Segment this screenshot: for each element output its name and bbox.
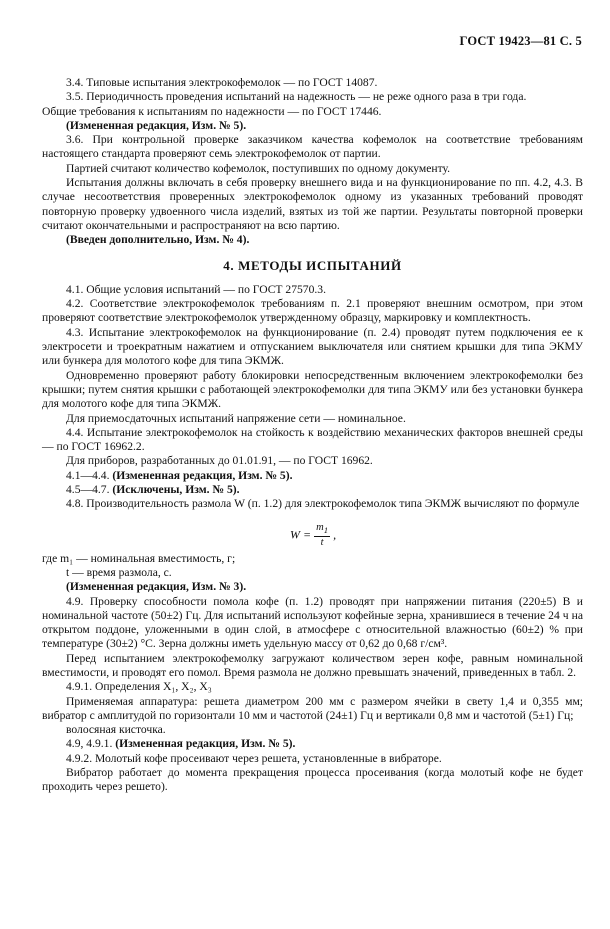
para-voltage: Для приемосдаточных испытаний напряжение сети — номинальное.	[66, 411, 406, 425]
para-3-5-general: Общие требования к испытаниям по надежности — по ГОСТ 17446.	[42, 104, 382, 118]
para-vibrator: Вибратор работает до момента прекращения процесса просеивания (когда молотый кофе не будет проходить через решето).	[42, 766, 583, 794]
formula-lhs: W =	[290, 526, 312, 541]
formula-fraction	[314, 522, 330, 549]
para-3-4: 3.4. Типовые испытания электрокофемолок — по ГОСТ 14087.	[66, 76, 378, 89]
clause-range: 4.5—4.7.	[66, 483, 110, 497]
clause-range: 4.1—4.4.	[66, 468, 110, 482]
formula-denominator: t	[320, 536, 324, 548]
excluded-line	[42, 483, 583, 497]
para-devices: Для приборов, разработанных до 01.01.91, — по ГОСТ 16962.	[66, 454, 373, 468]
para-4-1: 4.1. Общие условия испытаний — по ГОСТ 27570.3.	[66, 282, 326, 296]
para-tests: Испытания должны включать в себя проверку внешнего вида и на функционирование по пп. 4.2, 4.3. В случае несоответствия проверенных электрокофемолок одному из указанных требований проводят повторную проверку удвоенного числа изделий, взятых из той же партии. Результаты повторной проверки считают окончательными и распространяют на всю партию.	[42, 176, 583, 232]
para-4-3: 4.3. Испытание электрокофемолок на функционирование (п. 2.4) проводят путем подключения ее к электросети и троекратным нажатием и отпусканием выключателя или снятием крышки для типа ЭКМУ или бункера для молотого кофе для типа ЭКМЖ.	[42, 325, 583, 368]
formula-tail: ,	[333, 526, 337, 541]
formula-expression	[290, 522, 336, 549]
para-3-5: 3.5. Периодичность проведения испытаний на надежность — не реже одного раза в три года.	[66, 90, 527, 104]
amendment-line	[42, 469, 583, 483]
para-batch: Партией считают количество кофемолок, поступивших по одному документу.	[66, 161, 451, 175]
para-4-4: 4.4. Испытание электрокофемолок на стойкость к воздействию механических факторов внешней среды — по ГОСТ 16962.2.	[42, 425, 583, 454]
where-t: t — время размола, с.	[66, 565, 172, 579]
para-load: Перед испытанием электрокофемолку загружают количеством зерен кофе, равным номинальной вместимости, и проводят его помол. Время размола не должно превышать значений, приведенных в табл. 2.	[42, 651, 583, 679]
page-header: ГОСТ 19423—81 С. 5	[459, 34, 582, 48]
clause-range: 4.9, 4.9.1.	[66, 737, 113, 751]
para-4-2: 4.2. Соответствие электрокофемолок требованиям п. 2.1 проверяют внешним осмотром, при этом проверяют соответствие электрокофемолок утвержденному образцу, маркировку и комплектность.	[42, 297, 583, 325]
section-title: 4. МЕТОДЫ ИСПЫТАНИЙ	[223, 257, 402, 273]
amendment-note: (Измененная редакция, Изм. № 5).	[66, 118, 247, 132]
para-3-6: 3.6. При контрольной проверке заказчиком качества кофемолок на соответствие требованиям настоящего стандарта проверяют семь электрокофемолок от партии.	[42, 133, 583, 161]
where-m1: где m₁ — номинальная вместимость, г;	[42, 551, 236, 565]
amendment-note: (Измененная редакция, Изм. № 3).	[66, 580, 247, 594]
amendment-note: (Измененная редакция, Изм. № 5).	[112, 468, 293, 482]
excluded-note: (Исключены, Изм. № 5).	[112, 483, 240, 497]
amendment-line	[42, 737, 583, 751]
formula-numerator: $m_1$	[316, 521, 329, 535]
para-apparatus: Применяемая аппаратура: решета диаметром 200 мм с размером ячейки в свету 1,4 и 0,355 мм; вибратор с амплитудой по горизонтали 10 мм и частотой (24±1) Гц и вертикали 0,8 мм и частотой (5±1) Гц;	[42, 694, 583, 722]
para-blocking: Одновременно проверяют работу блокировки непосредственным включением электрокофемолки без крышки; путем снятия крышки с работающей электрокофемолки для типа ЭКМУ или без установки бункера для молотого кофе для типа ЭКМЖ.	[42, 368, 583, 411]
para-4-8: 4.8. Производительность размола W (п. 1.2) для электрокофемолок типа ЭКМЖ вычисляют по формуле	[66, 497, 580, 511]
formula	[42, 518, 583, 548]
para-4-9-1: 4.9.1. Определения X₁, X₂, X₃	[66, 680, 212, 694]
document-body	[42, 76, 583, 795]
amendment-note: (Измененная редакция, Изм. № 5).	[115, 737, 296, 751]
para-4-9: 4.9. Проверку способности помола кофе (п. 1.2) проводят при напряжении питания (220±5) В и номинальной частоте (50±2) Гц. Для испытаний используют кофейные зерна, хранившиеся в течение 24 ч на открытом поддоне, уложенными в один слой, в атмосфере с относительной влажностью (60±2) % при температуре (30±2) °С. Зерна должны иметь удельную массу от 0,62 до 0,68 г/см³.	[42, 594, 583, 651]
para-brush: волосяная кисточка.	[66, 723, 166, 737]
para-4-9-2: 4.9.2. Молотый кофе просеивают через решета, установленные в вибраторе.	[66, 751, 442, 765]
amendment-note: (Введен дополнительно, Изм. № 4).	[66, 233, 250, 247]
